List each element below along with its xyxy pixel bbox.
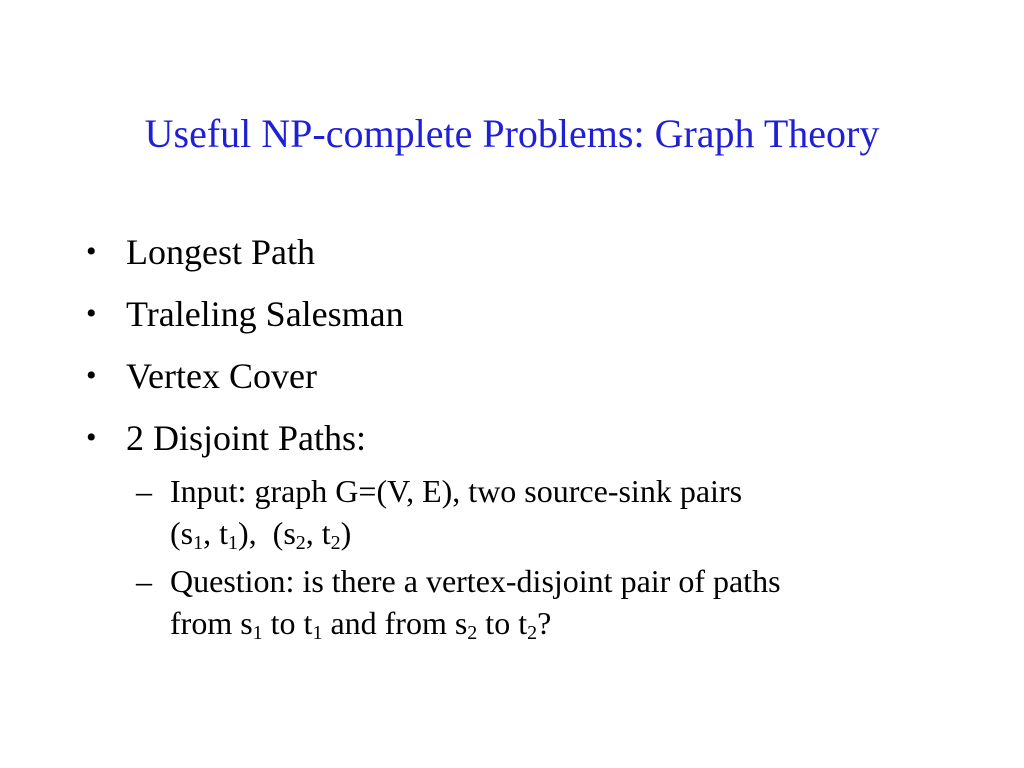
bullet-item-vertex-cover	[82, 350, 982, 412]
sub-bullet-question	[82, 560, 982, 644]
dash-mark: –	[136, 473, 152, 509]
bullet-mark: •	[86, 359, 97, 392]
text-fragment: to t	[477, 605, 528, 641]
bullet-text: Vertex Cover	[126, 356, 317, 396]
text-fragment: , t	[203, 515, 228, 551]
sub-bullet-input	[82, 470, 982, 554]
input-line-2	[170, 512, 982, 554]
bullet-text: Traleling Salesman	[126, 294, 404, 334]
question-line-2	[170, 602, 982, 644]
subscript: 1	[312, 622, 323, 644]
subscript: 1	[252, 622, 263, 644]
bullet-mark: •	[86, 297, 97, 330]
sub-bullet-list	[82, 470, 982, 650]
text-fragment: ?	[537, 605, 552, 641]
text-fragment: , t	[305, 515, 331, 551]
question-line-1: Question: is there a vertex-disjoint pair of paths	[170, 563, 781, 599]
text-fragment: and from s	[322, 605, 468, 641]
text-fragment: )	[340, 515, 352, 551]
slide-title: Useful NP-complete Problems: Graph Theory	[144, 111, 880, 156]
bullet-mark: •	[86, 235, 97, 268]
text-fragment: (s	[170, 515, 194, 551]
bullet-item-traveling-salesman	[82, 288, 982, 350]
subscript: 1	[193, 532, 204, 554]
bullet-item-longest-path	[82, 226, 982, 288]
subscript: 2	[527, 622, 538, 644]
subscript: 2	[295, 532, 306, 554]
text-fragment: from s	[170, 605, 253, 641]
input-line-1: Input: graph G=(V, E), two source-sink pairs	[170, 473, 743, 509]
bullet-text: Longest Path	[126, 232, 315, 272]
dash-mark: –	[136, 563, 152, 599]
subscript: 1	[228, 532, 238, 554]
subscript: 2	[467, 622, 478, 644]
subscript: 2	[330, 532, 341, 554]
bullet-item-disjoint-paths	[82, 412, 982, 474]
bullet-list	[82, 226, 982, 474]
text-fragment: ), (s	[238, 515, 296, 551]
bullet-text: 2 Disjoint Paths:	[126, 418, 367, 458]
bullet-mark: •	[86, 421, 97, 454]
text-fragment: to t	[262, 605, 313, 641]
